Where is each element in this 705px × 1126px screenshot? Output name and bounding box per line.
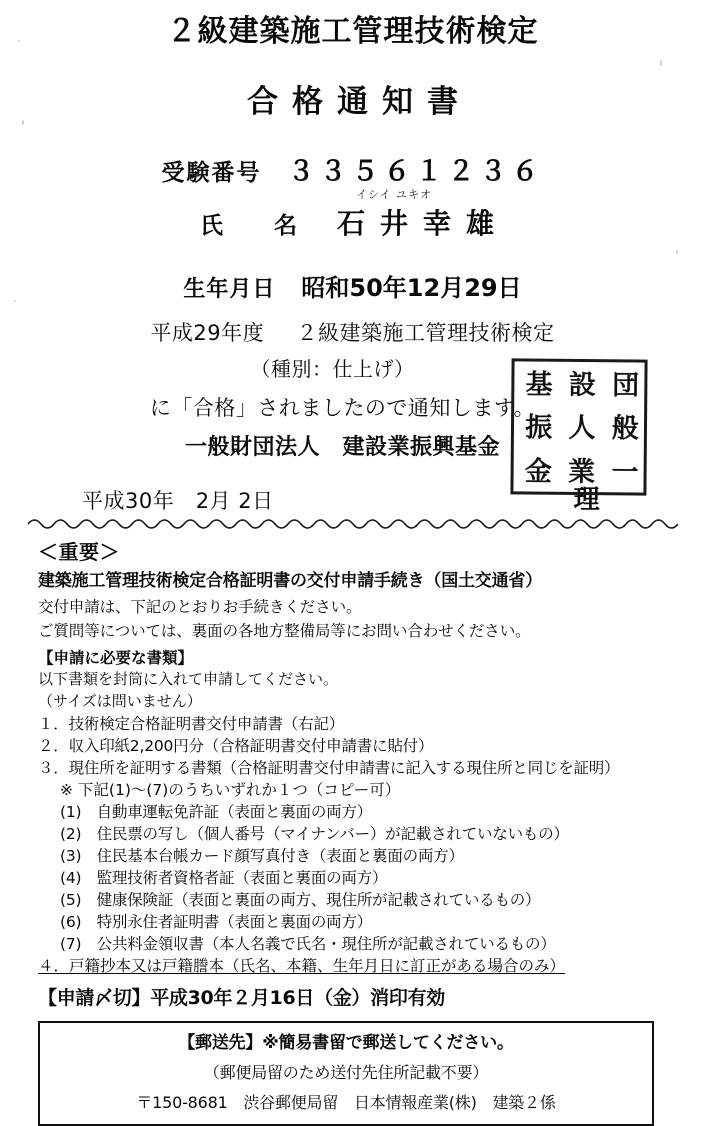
seal-char: 一 <box>606 457 638 485</box>
required-docs-list <box>38 713 678 779</box>
proof-doc-options <box>38 801 678 955</box>
exam-number-row <box>0 149 705 188</box>
name-row <box>0 202 705 242</box>
list-item: １．技術検定合格証明書交付申請書（右記） <box>38 714 345 733</box>
notice-paragraph-1: 交付申請は、下記のとおりお手続きください。 <box>38 597 362 616</box>
list-item: (4) 監理技術者資格者証（表面と裏面の両方） <box>60 869 388 888</box>
list-item: (2) 住民票の写し（個人番号（マイナンバー）が記載されていないもの） <box>60 825 569 844</box>
official-seal-stamp <box>510 358 647 495</box>
exam-year: 平成29年度 <box>150 321 265 345</box>
list-item: ２．収入印紙2,200円分（合格証明書交付申請書に貼付） <box>38 736 434 755</box>
seal-char: 人 <box>563 413 595 441</box>
dob-row <box>0 268 705 303</box>
mailing-address-box <box>38 1021 654 1126</box>
mailing-instruction: 【郵送先】※簡易書留で郵送してください。 <box>178 1033 514 1054</box>
mailing-address: 〒150-8681 渋谷郵便局留 日本情報産業(株) 建築２係 <box>136 1092 556 1112</box>
pass-sentence: に「合格」されましたので通知します。 <box>149 396 536 420</box>
notice-section <box>38 538 678 1126</box>
scan-speck <box>676 250 678 254</box>
organization-name: 一般財団法人 建設業振興基金 <box>184 435 500 460</box>
list-item: (3) 住民基本台帳カード顔写真付き（表面と裏面の両方） <box>60 847 464 866</box>
list-item: (6) 特別永住者証明書（表面と裏面の両方） <box>60 913 373 932</box>
mailing-note: （郵便局留のため送付先住所記載不要） <box>203 1062 489 1082</box>
signer-title: 理 <box>573 485 600 515</box>
seal-char: 金 <box>519 456 551 484</box>
seal-char: 般 <box>606 413 638 441</box>
dob-label: 生年月日 <box>183 277 276 302</box>
notice-important-heading: ＜重要＞ <box>38 540 120 564</box>
required-docs-heading: 【申請に必要な書類】 <box>38 648 194 667</box>
exam-number-label: 受験番号 <box>161 160 262 186</box>
notice-headline: 建築施工管理技術検定合格証明書の交付申請手続き（国土交通省） <box>38 571 542 591</box>
list-item: (7) 公共料金領収書（本人名義で氏名・現住所が記載されているもの） <box>60 935 556 954</box>
seal-char: 業 <box>563 456 595 484</box>
name-label: 氏 名 <box>199 213 311 239</box>
seal-char: 団 <box>607 370 639 398</box>
exam-number-value: ３３５６１２３６ <box>287 156 544 187</box>
required-docs-lead: 以下書類を封筒に入れて申請してください。 <box>38 670 339 689</box>
wavy-divider <box>28 514 678 532</box>
name-furigana: イシイ ユキオ <box>356 188 432 201</box>
list-item: ３．現住所を証明する書類（合格証明書交付申請書に記入する現住所と同じを証明） <box>38 758 620 777</box>
scan-speck <box>14 300 16 302</box>
certificate-title: ２級建築施工管理技術検定 <box>166 14 539 49</box>
scan-speck <box>18 40 20 42</box>
certificate-section <box>0 0 705 516</box>
list-item: (1) 自動車運転免許証（表面と裏面の両方） <box>60 803 373 822</box>
size-note: （サイズは問いません） <box>38 691 202 710</box>
seal-char: 設 <box>563 370 595 398</box>
proof-doc-note: ※ 下記(1)～(7)のうちいずれか１つ（コピー可） <box>60 780 401 799</box>
notice-paragraph-2: ご質問等については、裏面の各地方整備局等にお問い合わせください。 <box>38 622 531 641</box>
certificate-subtitle: 合格通知書 <box>247 84 472 120</box>
name-value: 石井幸雄 <box>336 207 509 240</box>
exam-kind: （種別：仕上げ） <box>250 357 415 381</box>
issue-date: 平成30年 2月 2日 <box>82 489 274 513</box>
exam-line <box>0 317 705 347</box>
list-item-4: ４．戸籍抄本又は戸籍謄本（氏名、本籍、生年月日に訂正がある場合のみ） <box>38 957 566 976</box>
application-deadline: 【申請〆切】平成30年２月16日（金）消印有効 <box>38 987 445 1010</box>
exam-name: ２級建築施工管理技術検定 <box>296 321 555 345</box>
seal-char: 基 <box>520 369 552 397</box>
list-item: (5) 健康保険証（表面と裏面の両方、現住所が記載されているもの） <box>60 891 541 910</box>
seal-char: 振 <box>520 412 552 441</box>
dob-value: 昭和50年12月29日 <box>301 274 522 302</box>
scan-speck <box>660 60 662 66</box>
scan-speck <box>22 120 24 125</box>
